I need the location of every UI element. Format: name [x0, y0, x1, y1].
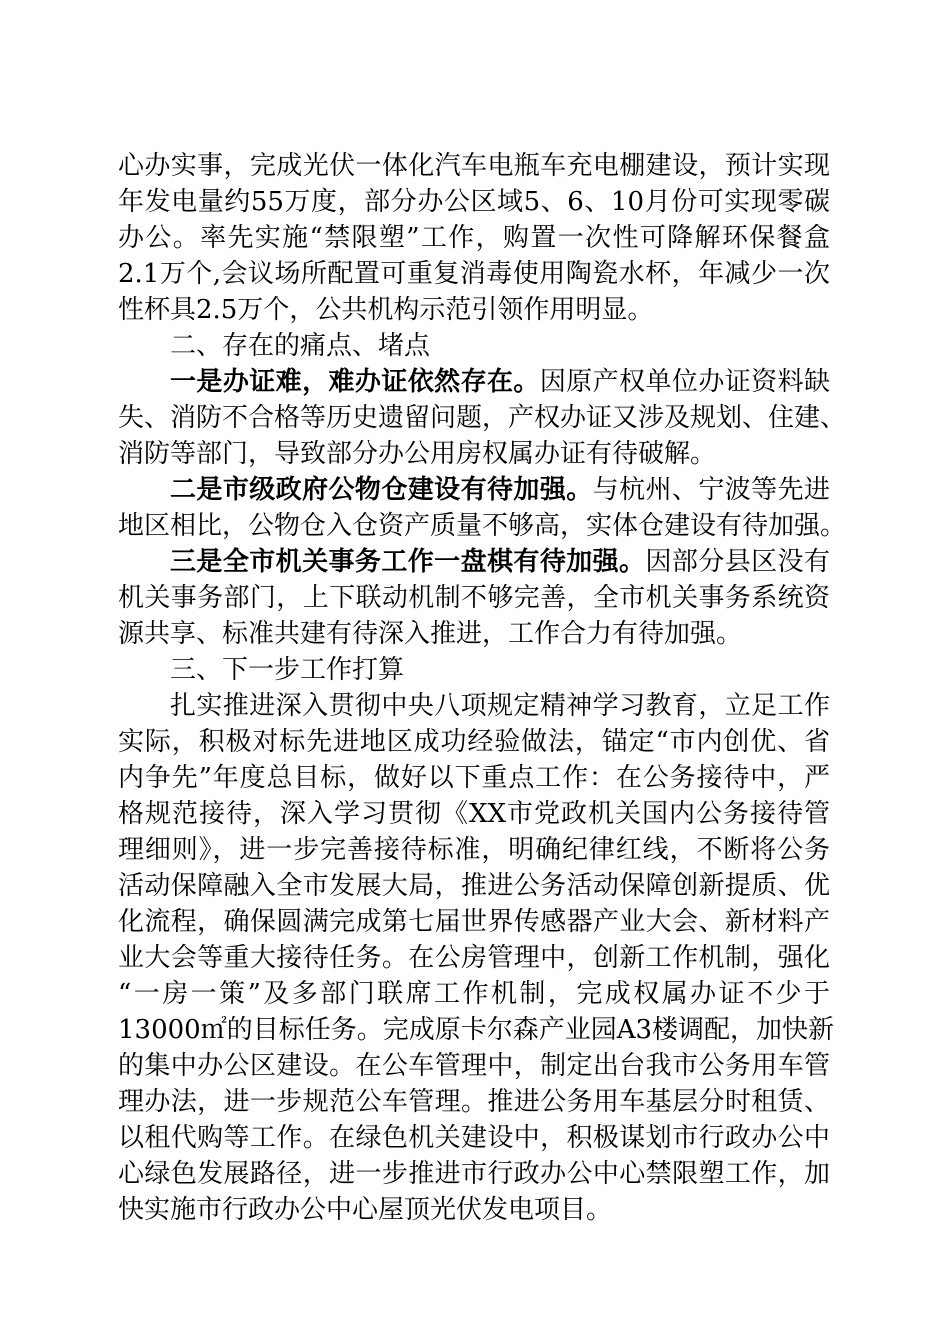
paragraph-2-first-line	[118, 472, 830, 508]
text-line: 以租代购等工作。在绿色机关建设中，积极谋划市行政办公中	[118, 1123, 830, 1153]
paragraph-2-lead: 二是市级政府公物仓建设有待加强。	[170, 475, 593, 505]
text-line: 办公。率先实施“禁限塑”工作，购置一次性可降解环保餐盒	[118, 223, 830, 253]
text-line: 消防等部门，导致部分办公用房权属办证有待破解。	[118, 439, 717, 469]
text-line: 业大会等重大接待任务。在公房管理中，创新工作机制，强化	[118, 943, 830, 973]
text-line: 扎实推进深入贯彻中央八项规定精神学习教育，立足工作	[170, 691, 830, 721]
paragraph-3-text: 因部分县区没有	[645, 547, 830, 577]
paragraph-3-lead: 三是全市机关事务工作一盘棋有待加强。	[170, 547, 646, 577]
section-heading-3: 三、下一步工作打算	[170, 655, 405, 685]
text-line: 地区相比，公物仓入仓资产质量不够高，实体仓建设有待加强。	[118, 511, 847, 541]
text-line: 的集中办公区建设。在公车管理中，制定出台我市公务用车管	[118, 1051, 830, 1081]
text-line: 理细则》，进一步完善接待标准，明确纪律红线，不断将公务	[118, 835, 830, 865]
text-line: 实际，积极对标先进地区成功经验做法，锚定“市内创优、省	[118, 727, 830, 757]
text-line: “一房一策”及多部门联席工作机制，完成权属办证不少于	[118, 979, 830, 1009]
paragraph-3-first-line	[118, 544, 830, 580]
text-line: 机关事务部门，上下联动机制不够完善，全市机关事务系统资	[118, 583, 830, 613]
text-line: 性杯具2.5万个，公共机构示范引领作用明显。	[118, 295, 654, 325]
text-line: 心办实事，完成光伏一体化汽车电瓶车充电棚建设，预计实现	[118, 151, 830, 181]
paragraph-2-text: 与杭州、宁波等先进	[592, 475, 830, 505]
text-line: 13000㎡的目标任务。完成原卡尔森产业园A3楼调配，加快新	[118, 1015, 835, 1045]
text-line: 心绿色发展路径，进一步推进市行政办公中心禁限塑工作，加	[118, 1159, 830, 1189]
text-line: 失、消防不合格等历史遗留问题，产权办证又涉及规划、住建、	[118, 403, 847, 433]
paragraph-1-text: 因原产权单位办证资料缺	[539, 367, 830, 397]
text-line: 源共享、标准共建有待深入推进，工作合力有待加强。	[118, 619, 743, 649]
text-line: 2.1万个,会议场所配置可重复消毒使用陶瓷水杯，年减少一次	[118, 259, 830, 289]
text-line: 年发电量约55万度，部分办公区域5、6、10月份可实现零碳	[118, 187, 830, 217]
text-line: 活动保障融入全市发展大局，推进公务活动保障创新提质、优	[118, 871, 830, 901]
text-line: 理办法，进一步规范公车管理。推进公务用车基层分时租赁、	[118, 1087, 830, 1117]
text-line: 化流程，确保圆满完成第七届世界传感器产业大会、新材料产	[118, 907, 830, 937]
text-line: 快实施市行政办公中心屋顶光伏发电项目。	[118, 1195, 613, 1225]
document-page	[118, 148, 847, 1228]
paragraph-1-first-line	[118, 364, 830, 400]
paragraph-1-lead: 一是办证难，难办证依然存在。	[170, 367, 540, 397]
section-heading-2: 二、存在的痛点、堵点	[170, 331, 431, 361]
text-line: 内争先”年度总目标，做好以下重点工作：在公务接待中，严	[118, 763, 830, 793]
text-line: 格规范接待，深入学习贯彻《XX市党政机关国内公务接待管	[118, 799, 830, 829]
